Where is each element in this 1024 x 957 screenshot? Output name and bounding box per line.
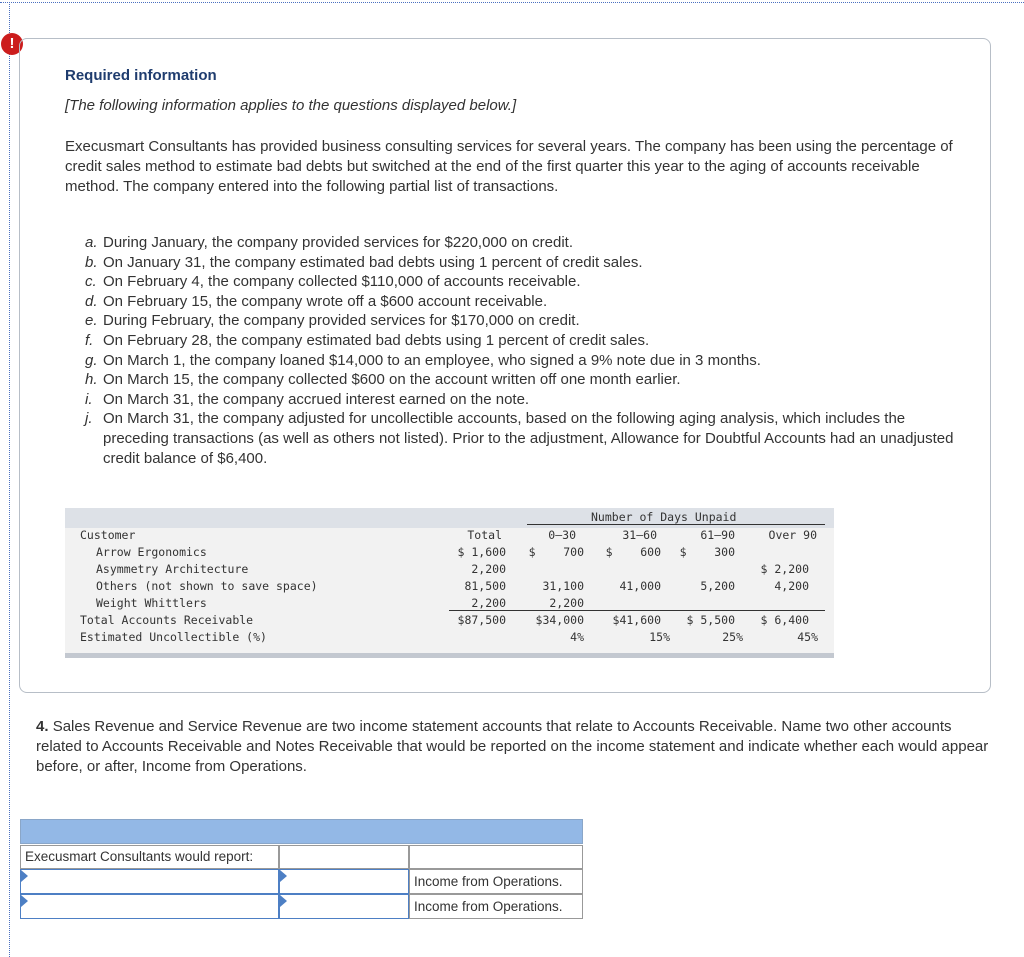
placement-select-1[interactable]	[279, 869, 409, 894]
list-item	[85, 253, 955, 273]
col-0-30: 0–30	[548, 528, 576, 542]
customer-name: Weight Whittlers	[96, 596, 207, 610]
item-letter: d.	[85, 292, 98, 310]
dropdown-marker-icon	[21, 895, 28, 907]
list-item	[85, 331, 955, 351]
aging-table	[65, 508, 834, 658]
placement-select-2[interactable]	[279, 894, 409, 919]
list-item	[85, 409, 955, 468]
dropdown-marker-icon	[21, 870, 28, 882]
item-letter: h.	[85, 371, 98, 389]
col-61-90: 61–90	[700, 528, 735, 542]
question-text: Sales Revenue and Service Revenue are two income statement accounts that relate to Accounts Receivable. Name two other accounts related to Accounts Receivable and Notes Receivable that would be reported on the income statement and indicate whether each would appear before, or after, Income from Operations.	[36, 718, 989, 775]
pct-label: Estimated Uncollectible (%)	[80, 630, 267, 644]
answer-label: Execusmart Consultants would report:	[20, 845, 279, 869]
total-rule	[449, 610, 825, 611]
row-over-90: 4,200	[774, 579, 809, 593]
col-31-60: 31–60	[622, 528, 657, 542]
item-letter: e.	[85, 312, 98, 330]
row-0-30: 2,200	[549, 596, 584, 610]
item-letter: i.	[85, 390, 93, 408]
row-total: 81,500	[464, 579, 506, 593]
item-text: On March 31, the company accrued interest earned on the note.	[103, 390, 530, 408]
item-text: During January, the company provided services for $220,000 on credit.	[103, 234, 573, 251]
item-letter: b.	[85, 253, 98, 271]
row-0-30: $ 700	[528, 545, 584, 559]
header-rule	[527, 524, 825, 525]
totals-over-90: $ 6,400	[760, 613, 809, 627]
required-info-note: [The following information applies to the questions displayed below.]	[65, 97, 517, 114]
table-bottom-rule	[65, 653, 834, 658]
col-total: Total	[467, 528, 502, 542]
list-item	[85, 311, 955, 331]
list-item	[85, 233, 955, 253]
totals-0-30: $34,000	[535, 613, 584, 627]
customer-name: Arrow Ergonomics	[96, 545, 207, 559]
empty-cell	[279, 845, 409, 869]
account-input-2[interactable]	[20, 894, 279, 919]
col-customer: Customer	[80, 528, 136, 542]
question-number: 4.	[36, 718, 49, 735]
required-info-title: Required information	[65, 67, 217, 84]
item-letter: f.	[85, 331, 94, 349]
top-border	[0, 2, 1024, 3]
answer-header	[20, 819, 583, 844]
days-unpaid-header: Number of Days Unpaid	[591, 510, 737, 524]
col-over-90: Over 90	[768, 528, 817, 542]
row-total: 2,200	[471, 562, 506, 576]
row-over-90: $ 2,200	[760, 562, 809, 576]
left-border	[9, 2, 10, 957]
customer-name: Others (not shown to save space)	[96, 579, 318, 593]
item-text: On March 1, the company loaned $14,000 to an employee, who signed a 9% note due in 3 months.	[103, 351, 761, 369]
item-text: On March 31, the company adjusted for uncollectible accounts, based on the following aging analysis, which includes the preceding transactions (as well as others not listed). Prior to the adjustment, Allowance for Doubtful Accounts had an unadjusted credit balance of $6,400.	[103, 410, 954, 467]
list-item	[85, 292, 955, 312]
dropdown-marker-icon	[280, 870, 287, 882]
item-letter: g.	[85, 351, 98, 369]
item-letter: c.	[85, 273, 97, 291]
item-text: On January 31, the company estimated bad debts using 1 percent of credit sales.	[103, 253, 643, 271]
item-letter: j.	[85, 410, 93, 428]
row-61-90: $ 300	[679, 545, 735, 559]
totals-61-90: $ 5,500	[686, 613, 735, 627]
item-text: On February 4, the company collected $110,000 of accounts receivable.	[103, 273, 581, 291]
row-total: $ 1,600	[457, 545, 506, 559]
row-0-30: 31,100	[542, 579, 584, 593]
question-4	[36, 717, 996, 777]
dropdown-marker-icon	[280, 895, 287, 907]
row-31-60: $ 600	[605, 545, 661, 559]
totals-total: $87,500	[457, 613, 506, 627]
row-61-90: 5,200	[700, 579, 735, 593]
transaction-list	[85, 233, 955, 468]
list-item	[85, 351, 955, 371]
item-text: On February 15, the company wrote off a $600 account receivable.	[103, 292, 548, 310]
row-total: 2,200	[471, 596, 506, 610]
pct-0-30: 4%	[570, 630, 584, 644]
list-item	[85, 370, 955, 390]
list-item	[85, 390, 955, 410]
suffix-label-1: Income from Operations.	[409, 869, 583, 894]
row-31-60: 41,000	[619, 579, 661, 593]
account-input-1[interactable]	[20, 869, 279, 894]
item-text: On March 15, the company collected $600 on the account written off one month earlier.	[103, 371, 681, 389]
empty-cell	[409, 845, 583, 869]
suffix-label-2: Income from Operations.	[409, 894, 583, 919]
customer-name: Asymmetry Architecture	[96, 562, 249, 576]
totals-label: Total Accounts Receivable	[80, 613, 254, 627]
pct-31-60: 15%	[649, 630, 670, 644]
item-text: On February 28, the company estimated bad debts using 1 percent of credit sales.	[103, 331, 650, 349]
pct-over-90: 45%	[797, 630, 818, 644]
alert-icon: !	[1, 33, 23, 55]
item-text: During February, the company provided services for $170,000 on credit.	[103, 312, 580, 330]
item-letter: a.	[85, 234, 98, 251]
intro-paragraph: Execusmart Consultants has provided business consulting services for several years. The company has been using the percentage of credit sales method to estimate bad debts but switched at the end of the first quarter this year to the aging of accounts receivable method. The company entered into the following partial list of transactions.	[65, 138, 953, 195]
list-item	[85, 272, 955, 292]
pct-61-90: 25%	[722, 630, 743, 644]
totals-31-60: $41,600	[612, 613, 661, 627]
